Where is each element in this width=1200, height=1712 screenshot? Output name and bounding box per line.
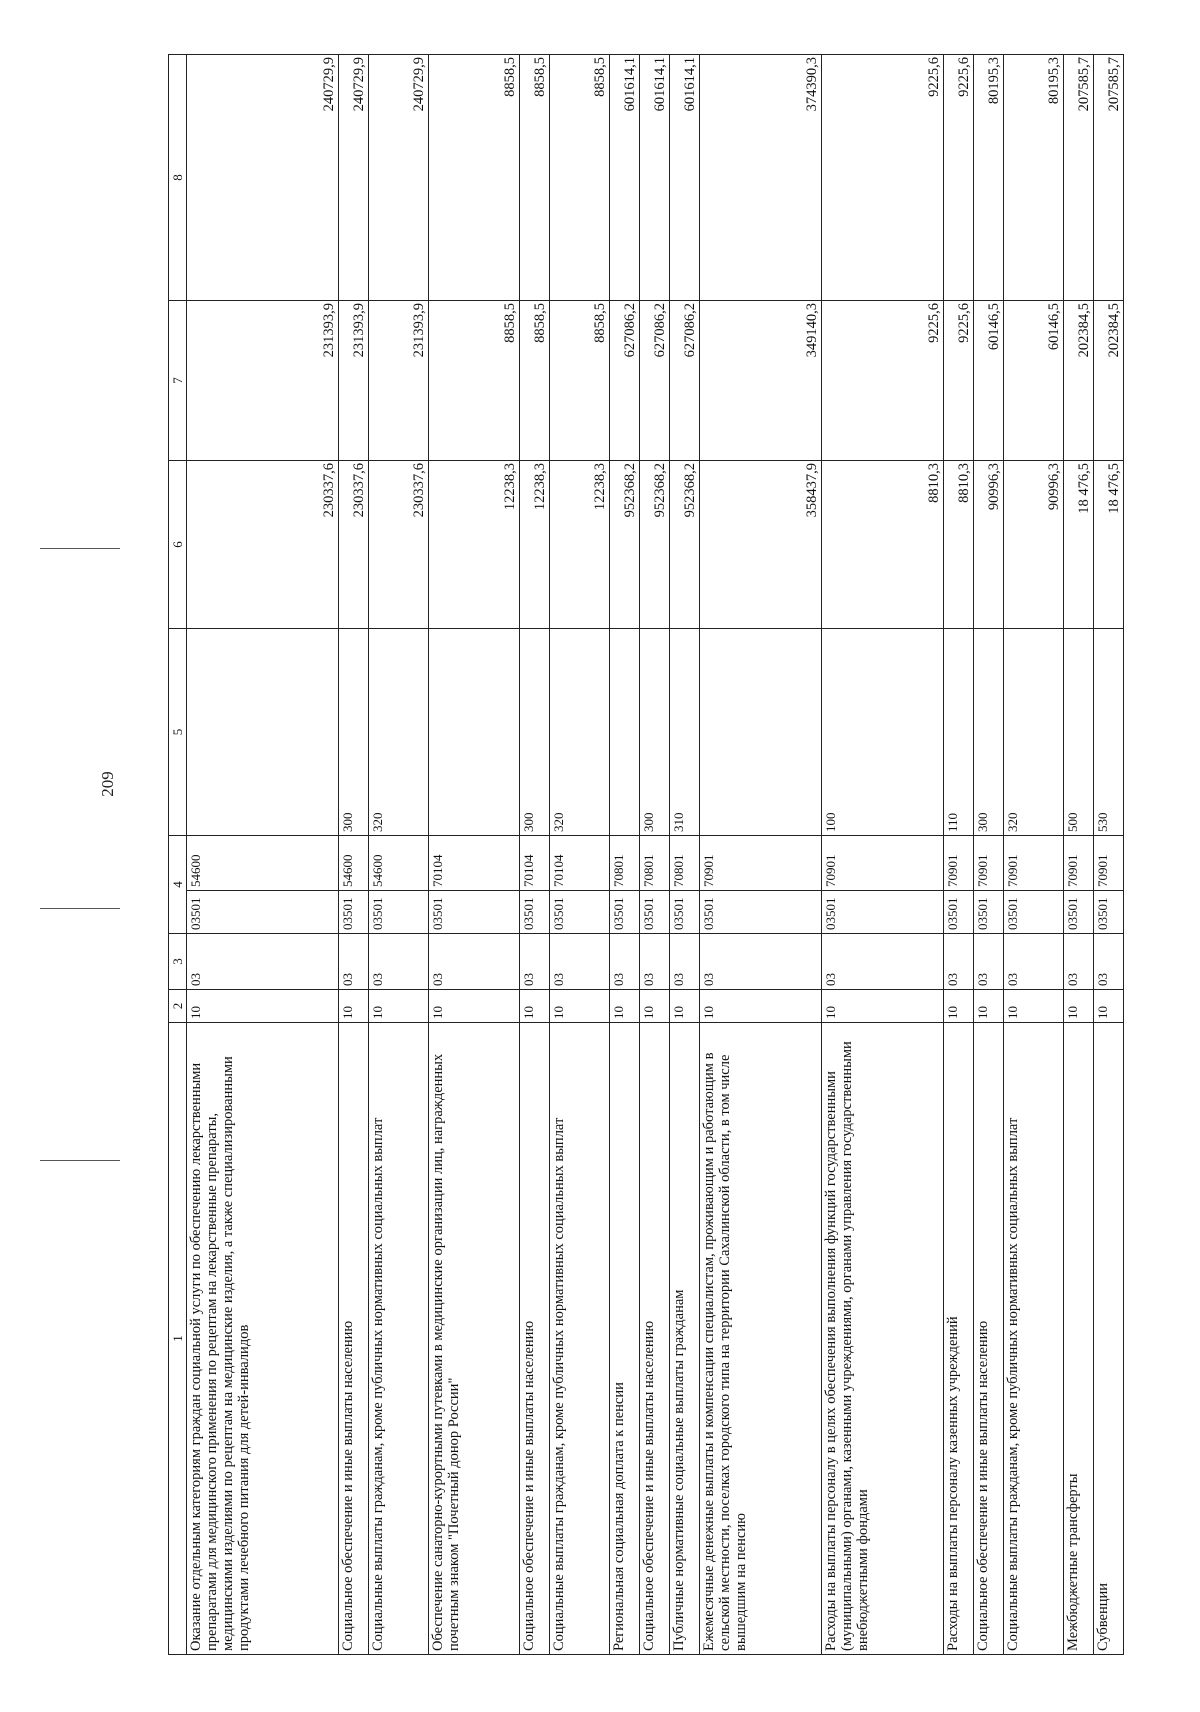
row-vr: 320 bbox=[550, 629, 610, 836]
row-pr: 03 bbox=[187, 934, 339, 990]
row-name: Социальное обеспечение и иные выплаты населению bbox=[339, 1023, 369, 1655]
row-vr bbox=[187, 629, 339, 836]
table-row bbox=[339, 55, 369, 1655]
row-gp: 03501 bbox=[822, 891, 944, 934]
row-rz: 10 bbox=[610, 990, 640, 1023]
row-y1: 952368,2 bbox=[670, 461, 700, 629]
row-vr bbox=[429, 629, 520, 836]
row-pr: 03 bbox=[610, 934, 640, 990]
row-y1: 90996,3 bbox=[1004, 461, 1064, 629]
row-y2: 8858,5 bbox=[550, 301, 610, 461]
row-rz: 10 bbox=[187, 990, 339, 1023]
row-name: Социальное обеспечение и иные выплаты населению bbox=[640, 1023, 670, 1655]
row-rz: 10 bbox=[550, 990, 610, 1023]
table-row bbox=[369, 55, 429, 1655]
row-pr: 03 bbox=[822, 934, 944, 990]
row-y3: 8858,5 bbox=[550, 55, 610, 301]
header-cell: 5 bbox=[169, 629, 187, 836]
row-pr: 03 bbox=[944, 934, 974, 990]
row-gp: 03501 bbox=[610, 891, 640, 934]
row-sub: 70901 bbox=[1064, 836, 1094, 891]
row-sub: 70104 bbox=[429, 836, 520, 891]
row-name: Социальное обеспечение и иные выплаты населению bbox=[974, 1023, 1004, 1655]
row-vr: 320 bbox=[369, 629, 429, 836]
row-sub: 70801 bbox=[640, 836, 670, 891]
row-y1: 90996,3 bbox=[974, 461, 1004, 629]
row-y3: 240729,9 bbox=[339, 55, 369, 301]
row-name: Субвенции bbox=[1094, 1023, 1124, 1655]
row-pr: 03 bbox=[550, 934, 610, 990]
row-y2: 60146,5 bbox=[974, 301, 1004, 461]
row-vr: 300 bbox=[339, 629, 369, 836]
row-name: Социальные выплаты гражданам, кроме публичных нормативных социальных выплат bbox=[550, 1023, 610, 1655]
row-gp: 03501 bbox=[1064, 891, 1094, 934]
row-y1: 230337,6 bbox=[339, 461, 369, 629]
row-name: Социальное обеспечение и иные выплаты населению bbox=[520, 1023, 550, 1655]
row-y3: 601614,1 bbox=[670, 55, 700, 301]
row-gp: 03501 bbox=[944, 891, 974, 934]
header-cell: 2 bbox=[169, 990, 187, 1023]
row-gp: 03501 bbox=[670, 891, 700, 934]
row-pr: 03 bbox=[670, 934, 700, 990]
row-gp: 03501 bbox=[520, 891, 550, 934]
row-name: Социальные выплаты гражданам, кроме публичных нормативных социальных выплат bbox=[1004, 1023, 1064, 1655]
row-rz: 10 bbox=[670, 990, 700, 1023]
row-y1: 18 476,5 bbox=[1064, 461, 1094, 629]
table-row bbox=[700, 55, 822, 1655]
row-sub: 70901 bbox=[944, 836, 974, 891]
row-y2: 8858,5 bbox=[429, 301, 520, 461]
row-y1: 12238,3 bbox=[520, 461, 550, 629]
header-cell: 4 bbox=[169, 836, 187, 934]
row-pr: 03 bbox=[429, 934, 520, 990]
row-vr: 110 bbox=[944, 629, 974, 836]
row-rz: 10 bbox=[520, 990, 550, 1023]
row-gp: 03501 bbox=[1094, 891, 1124, 934]
row-vr: 320 bbox=[1004, 629, 1064, 836]
row-sub: 70801 bbox=[670, 836, 700, 891]
row-rz: 10 bbox=[1064, 990, 1094, 1023]
header-cell: 6 bbox=[169, 461, 187, 629]
row-y2: 60146,5 bbox=[1004, 301, 1064, 461]
row-gp: 03501 bbox=[187, 891, 339, 934]
row-name: Региональная социальная доплата к пенсии bbox=[610, 1023, 640, 1655]
row-gp: 03501 bbox=[640, 891, 670, 934]
row-y3: 80195,3 bbox=[1004, 55, 1064, 301]
row-y3: 8858,5 bbox=[429, 55, 520, 301]
row-y2: 231393,9 bbox=[339, 301, 369, 461]
row-y1: 230337,6 bbox=[187, 461, 339, 629]
row-y1: 12238,3 bbox=[429, 461, 520, 629]
row-pr: 03 bbox=[339, 934, 369, 990]
row-y2: 627086,2 bbox=[670, 301, 700, 461]
row-vr: 310 bbox=[670, 629, 700, 836]
table-row bbox=[1064, 55, 1094, 1655]
row-rz: 10 bbox=[944, 990, 974, 1023]
table-row bbox=[520, 55, 550, 1655]
row-pr: 03 bbox=[1094, 934, 1124, 990]
row-sub: 54600 bbox=[369, 836, 429, 891]
row-vr: 300 bbox=[640, 629, 670, 836]
table-row bbox=[187, 55, 339, 1655]
row-sub: 70104 bbox=[520, 836, 550, 891]
row-name: Ежемесячные денежные выплаты и компенсации специалистам, проживающим и работающим в сельской местности, поселках городского типа на территории Сахалинской области, в том числе вышедшим на пенсию bbox=[700, 1023, 822, 1655]
row-y3: 8858,5 bbox=[520, 55, 550, 301]
row-vr: 530 bbox=[1094, 629, 1124, 836]
row-y2: 202384,5 bbox=[1094, 301, 1124, 461]
row-y3: 240729,9 bbox=[187, 55, 339, 301]
row-gp: 03501 bbox=[550, 891, 610, 934]
row-y2: 627086,2 bbox=[610, 301, 640, 461]
row-y2: 8858,5 bbox=[520, 301, 550, 461]
table-row bbox=[1094, 55, 1124, 1655]
row-rz: 10 bbox=[822, 990, 944, 1023]
row-rz: 10 bbox=[1004, 990, 1064, 1023]
row-pr: 03 bbox=[700, 934, 822, 990]
row-y3: 601614,1 bbox=[640, 55, 670, 301]
row-sub: 70801 bbox=[610, 836, 640, 891]
row-y3: 9225,6 bbox=[944, 55, 974, 301]
row-y3: 207585,7 bbox=[1094, 55, 1124, 301]
row-y1: 8810,3 bbox=[944, 461, 974, 629]
row-gp: 03501 bbox=[1004, 891, 1064, 934]
row-gp: 03501 bbox=[974, 891, 1004, 934]
row-name: Публичные нормативные социальные выплаты гражданам bbox=[670, 1023, 700, 1655]
row-rz: 10 bbox=[369, 990, 429, 1023]
table-row bbox=[974, 55, 1004, 1655]
row-sub: 70901 bbox=[700, 836, 822, 891]
row-name: Оказание отдельным категориям граждан социальной услуги по обеспечению лекарственными препаратами для медицинского применения по рецептам на лекарственные препараты, медицинскими изделиями по рецептам на медицинские изделия, а также специализированными продуктами лечебного питания для детей-инвалидов bbox=[187, 1023, 339, 1655]
row-gp: 03501 bbox=[429, 891, 520, 934]
row-y3: 240729,9 bbox=[369, 55, 429, 301]
row-pr: 03 bbox=[974, 934, 1004, 990]
row-vr: 300 bbox=[520, 629, 550, 836]
scan-artifact-line bbox=[40, 908, 120, 909]
row-sub: 70104 bbox=[550, 836, 610, 891]
scan-artifact-line bbox=[40, 1160, 120, 1161]
table-row bbox=[822, 55, 944, 1655]
scan-artifact-line bbox=[40, 548, 120, 549]
row-sub: 54600 bbox=[187, 836, 339, 891]
row-y1: 952368,2 bbox=[610, 461, 640, 629]
row-rz: 10 bbox=[339, 990, 369, 1023]
table-row bbox=[1004, 55, 1064, 1655]
row-y3: 80195,3 bbox=[974, 55, 1004, 301]
row-pr: 03 bbox=[640, 934, 670, 990]
row-y2: 202384,5 bbox=[1064, 301, 1094, 461]
row-vr: 300 bbox=[974, 629, 1004, 836]
table-row bbox=[670, 55, 700, 1655]
row-sub: 70901 bbox=[1004, 836, 1064, 891]
row-y2: 627086,2 bbox=[640, 301, 670, 461]
row-pr: 03 bbox=[1064, 934, 1094, 990]
header-row bbox=[169, 55, 187, 1655]
table-row bbox=[429, 55, 520, 1655]
header-cell: 1 bbox=[169, 1023, 187, 1655]
row-y2: 349140,3 bbox=[700, 301, 822, 461]
budget-table bbox=[168, 54, 1124, 1655]
row-rz: 10 bbox=[640, 990, 670, 1023]
row-y3: 601614,1 bbox=[610, 55, 640, 301]
row-y3: 207585,7 bbox=[1064, 55, 1094, 301]
row-y3: 374390,3 bbox=[700, 55, 822, 301]
row-gp: 03501 bbox=[369, 891, 429, 934]
row-name: Расходы на выплаты персоналу казенных учреждений bbox=[944, 1023, 974, 1655]
row-sub: 70901 bbox=[974, 836, 1004, 891]
row-y2: 9225,6 bbox=[944, 301, 974, 461]
row-y2: 231393,9 bbox=[369, 301, 429, 461]
header-cell: 7 bbox=[169, 301, 187, 461]
row-gp: 03501 bbox=[700, 891, 822, 934]
row-vr: 500 bbox=[1064, 629, 1094, 836]
row-y1: 952368,2 bbox=[640, 461, 670, 629]
row-y1: 18 476,5 bbox=[1094, 461, 1124, 629]
row-vr bbox=[610, 629, 640, 836]
row-rz: 10 bbox=[1094, 990, 1124, 1023]
row-pr: 03 bbox=[520, 934, 550, 990]
budget-table-rotated bbox=[168, 55, 1190, 1655]
table-row bbox=[610, 55, 640, 1655]
header-cell: 3 bbox=[169, 934, 187, 990]
row-sub: 70901 bbox=[1094, 836, 1124, 891]
row-gp: 03501 bbox=[339, 891, 369, 934]
row-y1: 358437,9 bbox=[700, 461, 822, 629]
row-name: Межбюджетные трансферты bbox=[1064, 1023, 1094, 1655]
table-row bbox=[640, 55, 670, 1655]
page-number: 209 bbox=[98, 771, 117, 797]
row-y1: 8810,3 bbox=[822, 461, 944, 629]
row-y2: 231393,9 bbox=[187, 301, 339, 461]
row-y3: 9225,6 bbox=[822, 55, 944, 301]
row-y1: 12238,3 bbox=[550, 461, 610, 629]
row-name: Расходы на выплаты персоналу в целях обеспечения выполнения функций государственными (муниципальными) органами, казенными учреждениями, органами управления государственными внебюджетными фондами bbox=[822, 1023, 944, 1655]
row-rz: 10 bbox=[429, 990, 520, 1023]
row-name: Обеспечение санаторно-курортными путевками в медицинские организации лиц, награжденных почетным знаком "Почетный донор России" bbox=[429, 1023, 520, 1655]
header-cell: 8 bbox=[169, 55, 187, 301]
row-vr: 100 bbox=[822, 629, 944, 836]
row-name: Социальные выплаты гражданам, кроме публичных нормативных социальных выплат bbox=[369, 1023, 429, 1655]
row-pr: 03 bbox=[1004, 934, 1064, 990]
table-row bbox=[944, 55, 974, 1655]
row-sub: 54600 bbox=[339, 836, 369, 891]
row-y1: 230337,6 bbox=[369, 461, 429, 629]
row-rz: 10 bbox=[974, 990, 1004, 1023]
row-y2: 9225,6 bbox=[822, 301, 944, 461]
row-sub: 70901 bbox=[822, 836, 944, 891]
table-row bbox=[550, 55, 610, 1655]
row-pr: 03 bbox=[369, 934, 429, 990]
row-rz: 10 bbox=[700, 990, 822, 1023]
row-vr bbox=[700, 629, 822, 836]
